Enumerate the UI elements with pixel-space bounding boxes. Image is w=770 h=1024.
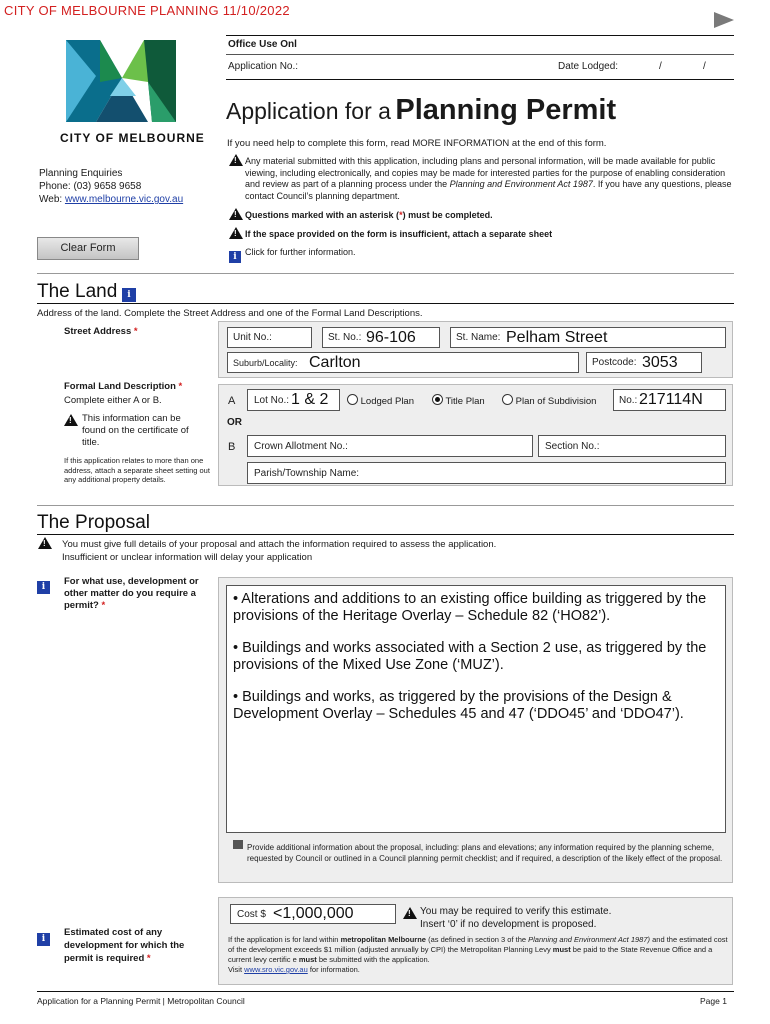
street-name-field[interactable]: [450, 327, 726, 348]
footer-left: Application for a Planning Permit | Metropolitan Council: [37, 996, 245, 1006]
help-text: If you need help to complete this form, read MORE INFORMATION at the end of this form.: [227, 138, 607, 149]
verify-warning: [403, 906, 417, 924]
cost-field[interactable]: [230, 904, 396, 924]
warning-icon: [403, 907, 417, 919]
lot-no-value: 1 & 2: [291, 391, 329, 408]
next-page-arrow-icon[interactable]: [714, 12, 734, 28]
parish-label: Parish/Township Name:: [254, 468, 360, 479]
land-top-rule: [37, 273, 734, 274]
lot-no-label: Lot No.:: [254, 395, 290, 406]
date-separator: /: [659, 61, 662, 72]
street-name-label: St. Name:: [456, 332, 501, 343]
proposal-section-rule: [37, 534, 734, 535]
space-warning: [229, 226, 243, 244]
notice-text-1: Any material submitted with this application, including plans and personal information, will be made available for public viewing, including electronically, and copies may be made for interested parties for the purpose of enabling consideration and review as part of a planning process under the: [245, 156, 726, 189]
page-title-main: Planning Permit: [395, 94, 617, 126]
date-lodged-label: Date Lodged:: [558, 61, 619, 72]
use-question: For what use, development or other matter do you require a permit? *: [64, 576, 199, 611]
clear-form-button[interactable]: Clear Form: [37, 237, 139, 260]
city-of-melbourne-logo: [60, 36, 182, 126]
subdivision-plan-option[interactable]: Plan of Subdivision: [502, 394, 596, 407]
page-title-prefix: Application for a: [226, 98, 391, 124]
cert-warning: [64, 413, 78, 431]
provide-note-icon: [233, 840, 243, 849]
the-proposal-heading: The Proposal: [37, 512, 151, 533]
application-no-label: Application No.:: [228, 61, 299, 72]
unit-no-field[interactable]: [227, 327, 312, 348]
or-label: OR: [227, 417, 242, 428]
info-icon[interactable]: i: [229, 246, 241, 264]
warning-icon: [229, 227, 243, 239]
levy-note: If the application is for land within metropolitan Melbourne (as defined in section 3 of the Planning and Environment Act 1987) and the estimated cost of the development exceeds $1 million (adjusted annually by CPI) the Metropolitan Planning Levy must be paid to the State Revenue Office and a current levy certific e must be submitted with the application. Visit www.sro.vic.gov.au for information.: [228, 935, 728, 974]
footer-rule: [37, 991, 734, 992]
asterisk-warning: [229, 207, 243, 225]
proposal-warning-2: Insufficient or unclear information will delay your application: [62, 552, 313, 563]
office-top-rule: [226, 35, 734, 36]
lot-no-field[interactable]: [247, 389, 340, 411]
provide-note: Provide additional information about the proposal, including: plans and elevations; any information required by the planning scheme, requested by Council or outlined in a Council planning permit checklist; and if required, a description of the likely effect of the proposal.: [247, 843, 723, 863]
page-title: [226, 94, 616, 127]
street-no-label: St. No.:: [328, 332, 362, 343]
land-description: Address of the land. Complete the Street Address and one of the Formal Land Descriptions.: [37, 308, 423, 319]
click-info-note: Click for further information.: [245, 247, 356, 257]
proposal-top-rule: [37, 505, 734, 506]
crown-allotment-label: Crown Allotment No.:: [254, 441, 348, 452]
plan-no-field[interactable]: [613, 389, 726, 411]
warning-icon: [64, 414, 78, 426]
sro-link[interactable]: www.sro.vic.gov.au: [244, 965, 308, 974]
cost-info-icon[interactable]: i: [37, 928, 50, 946]
subdivision-plan-radio[interactable]: [502, 394, 513, 405]
unit-no-label: Unit No.:: [233, 332, 272, 343]
verify-note-2: Insert ‘0’ if no development is proposed.: [420, 919, 597, 930]
phone-number: Phone: (03) 9658 9658: [39, 181, 142, 192]
proposal-point: • Alterations and additions to an existing office building as triggered by the provisions of the Heritage Overlay – Schedule 82 (‘HO82’).: [233, 591, 707, 624]
land-section-rule: [37, 303, 734, 304]
multiple-address-note: If this application relates to more than one address, attach a separate sheet setting out any additional property details.: [64, 456, 210, 484]
proposal-warning-1: You must give full details of your proposal and attach the information required to assess the application.: [62, 539, 497, 550]
crown-allotment-field[interactable]: [247, 435, 533, 457]
certificate-note: This information can be found on the certificate of title.: [82, 413, 189, 448]
space-note: If the space provided on the form is insufficient, attach a separate sheet: [245, 229, 553, 239]
formal-land-sub: Complete either A or B.: [64, 395, 162, 406]
notice-warning: [229, 153, 243, 171]
street-no-value: 96-106: [366, 329, 416, 346]
cost-label: Cost $: [237, 909, 266, 920]
verify-note: You may be required to verify this estimate.: [420, 906, 612, 917]
website: Web: www.melbourne.vic.gov.au: [39, 194, 184, 205]
postcode-field[interactable]: [586, 352, 702, 373]
postcode-label: Postcode:: [592, 357, 637, 368]
parish-field[interactable]: [247, 462, 726, 484]
cost-question: Estimated cost of any development for which the permit is required *: [64, 927, 185, 964]
proposal-point: • Buildings and works associated with a Section 2 use, as triggered by the provisions of the Mixed Use Zone (‘MUZ’).: [233, 640, 707, 673]
logo-text: CITY OF MELBOURNE: [60, 131, 205, 145]
warning-icon: [38, 537, 52, 549]
notice-act: Planning and Environment Act 1987: [449, 179, 593, 189]
street-no-field[interactable]: [322, 327, 440, 348]
planning-enquiries: Planning Enquiries: [39, 168, 123, 179]
title-plan-option[interactable]: Title Plan: [432, 394, 485, 407]
suburb-label: Suburb/Locality:: [233, 358, 298, 368]
option-a-label: A: [228, 395, 236, 407]
planning-stamp: CITY OF MELBOURNE PLANNING 11/10/2022: [4, 3, 290, 18]
proposal-point: • Buildings and works, as triggered by the provisions of the Design & Development Overlay – Schedules 45 and 47 (‘DDO45’ and ‘DDO47’).: [233, 689, 684, 722]
page-number: Page 1: [700, 996, 727, 1006]
lodged-plan-radio[interactable]: [347, 394, 358, 405]
warning-icon: [229, 154, 243, 166]
suburb-value: Carlton: [309, 354, 361, 371]
asterisk-note: Questions marked with an asterisk (*) must be completed.: [245, 210, 493, 220]
office-mid-rule: [226, 54, 734, 55]
plan-no-label: No.:: [619, 395, 638, 406]
date-separator: /: [703, 61, 706, 72]
postcode-value: 3053: [642, 354, 678, 371]
land-info-icon[interactable]: i: [122, 284, 136, 302]
office-use-title: Office Use Onl: [228, 39, 297, 50]
option-b-label: B: [228, 441, 236, 453]
section-no-field[interactable]: [538, 435, 726, 457]
notice-text-2: . If you have any questions, please contact Council’s planning department.: [245, 179, 732, 201]
the-land-heading: The Land: [37, 281, 118, 302]
plan-no-value: 217114N: [639, 391, 703, 408]
warning-icon: [229, 208, 243, 220]
lodged-plan-option[interactable]: Lodged Plan: [347, 394, 414, 407]
website-link[interactable]: www.melbourne.vic.gov.au: [64, 194, 184, 205]
section-no-label: Section No.:: [545, 441, 600, 452]
street-name-value: Pelham Street: [506, 329, 608, 346]
proposal-warning: [38, 536, 52, 554]
formal-land-label: Formal Land Description *: [64, 381, 183, 392]
use-info-icon[interactable]: i: [37, 576, 50, 594]
street-address-label: Street Address *: [64, 326, 138, 337]
public-viewing-notice: [245, 156, 735, 202]
title-plan-radio[interactable]: [432, 394, 443, 405]
suburb-field[interactable]: [227, 352, 579, 373]
cost-value: <1,000,000: [273, 905, 354, 922]
proposal-description-field[interactable]: [226, 585, 726, 833]
office-bottom-rule: [226, 79, 734, 80]
